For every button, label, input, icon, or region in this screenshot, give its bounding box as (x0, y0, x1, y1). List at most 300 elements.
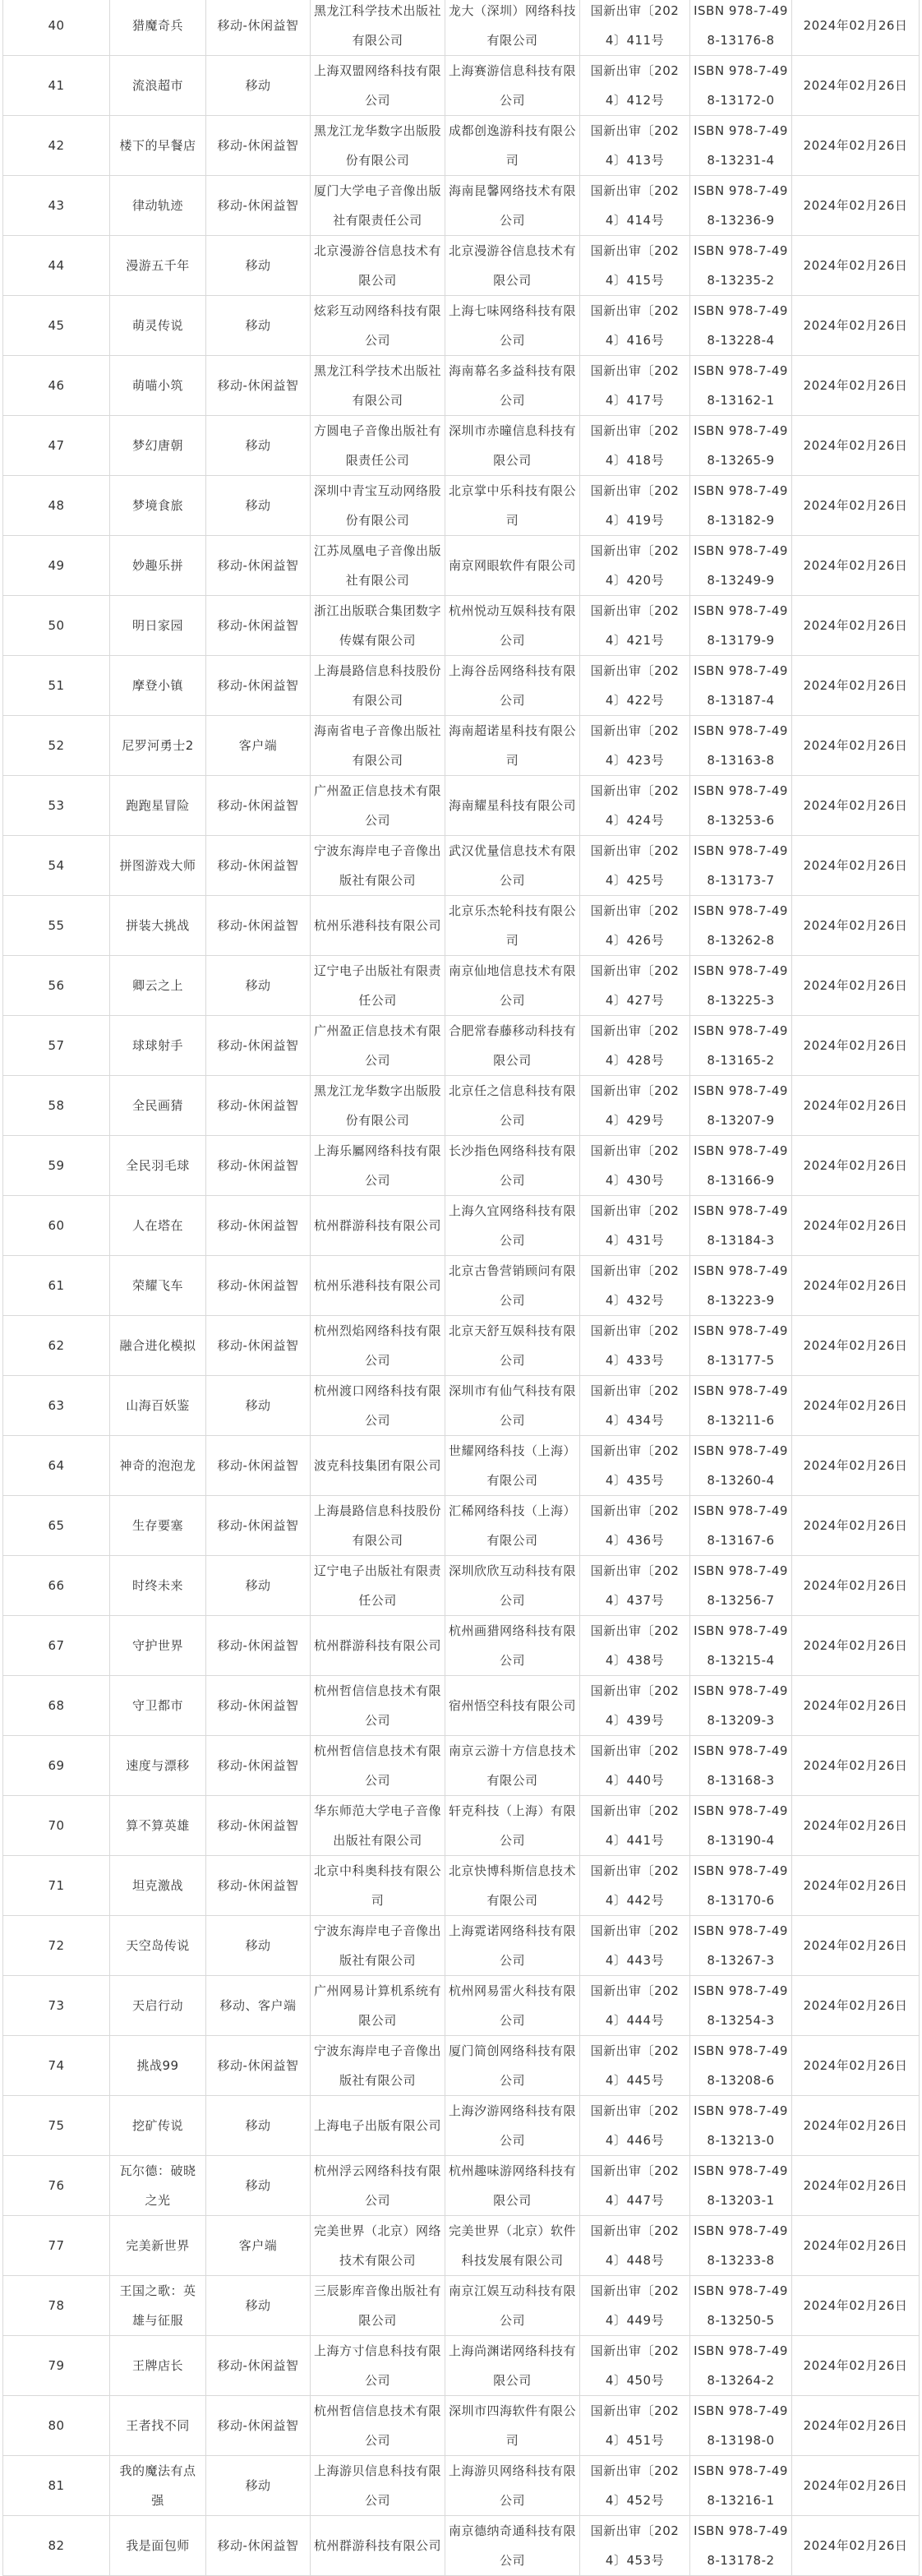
publisher-cell: 宁波东海岸电子音像出版社有限公司 (311, 836, 445, 896)
row-number-cell: 40 (3, 0, 110, 56)
approval-number-cell: 国新出审〔2024〕426号 (580, 896, 690, 956)
isbn-cell: ISBN 978-7-498-13233-8 (690, 2216, 792, 2276)
row-number-cell: 63 (3, 1376, 110, 1436)
isbn-cell: ISBN 978-7-498-13256-7 (690, 1556, 792, 1616)
isbn-cell: ISBN 978-7-498-13198-0 (690, 2396, 792, 2456)
publisher-cell: 华东师范大学电子音像出版社有限公司 (311, 1796, 445, 1856)
game-type-cell: 移动-休闲益智 (206, 776, 311, 836)
isbn-cell: ISBN 978-7-498-13184-3 (690, 1196, 792, 1256)
isbn-cell: ISBN 978-7-498-13173-7 (690, 836, 792, 896)
approval-date-cell: 2024年02月26日 (792, 2096, 920, 2156)
approval-number-cell: 国新出审〔2024〕438号 (580, 1616, 690, 1676)
game-type-cell: 移动-休闲益智 (206, 176, 311, 236)
row-number-cell: 48 (3, 476, 110, 536)
game-type-cell: 移动-休闲益智 (206, 1136, 311, 1196)
operator-cell: 完美世界（北京）软件科技发展有限公司 (445, 2216, 580, 2276)
row-number-cell: 79 (3, 2336, 110, 2396)
operator-cell: 成都创逸游科技有限公司 (445, 116, 580, 176)
approval-number-cell: 国新出审〔2024〕439号 (580, 1676, 690, 1736)
operator-cell: 龙大（深圳）网络科技有限公司 (445, 0, 580, 56)
table-row (3, 2276, 920, 2336)
game-name-cell: 天空岛传说 (110, 1916, 206, 1976)
publisher-cell: 上海方寸信息科技有限公司 (311, 2336, 445, 2396)
game-name-cell: 梦境食旅 (110, 476, 206, 536)
isbn-cell: ISBN 978-7-498-13225-3 (690, 956, 792, 1016)
publisher-cell: 杭州烈焰网络科技有限公司 (311, 1316, 445, 1376)
row-number-cell: 42 (3, 116, 110, 176)
approval-date-cell: 2024年02月26日 (792, 1376, 920, 1436)
table-row (3, 1556, 920, 1616)
isbn-cell: ISBN 978-7-498-13213-0 (690, 2096, 792, 2156)
game-type-cell: 移动 (206, 1556, 311, 1616)
table-row (3, 2036, 920, 2096)
publisher-cell: 辽宁电子出版社有限责任公司 (311, 1556, 445, 1616)
approval-date-cell: 2024年02月26日 (792, 956, 920, 1016)
game-type-cell: 移动 (206, 956, 311, 1016)
isbn-cell: ISBN 978-7-498-13254-3 (690, 1976, 792, 2036)
approval-date-cell: 2024年02月26日 (792, 1316, 920, 1376)
game-type-cell: 移动-休闲益智 (206, 836, 311, 896)
game-type-cell: 移动-休闲益智 (206, 896, 311, 956)
table-row (3, 1856, 920, 1916)
approval-date-cell: 2024年02月26日 (792, 1856, 920, 1916)
approval-date-cell: 2024年02月26日 (792, 656, 920, 716)
isbn-cell: ISBN 978-7-498-13231-4 (690, 116, 792, 176)
game-type-cell: 移动 (206, 476, 311, 536)
operator-cell: 上海赛游信息科技有限公司 (445, 56, 580, 116)
approval-date-cell: 2024年02月26日 (792, 1016, 920, 1076)
approval-date-cell: 2024年02月26日 (792, 1556, 920, 1616)
game-type-cell: 移动 (206, 2276, 311, 2336)
table-row (3, 2216, 920, 2276)
operator-cell: 杭州网易雷火科技有限公司 (445, 1976, 580, 2036)
table-row (3, 1376, 920, 1436)
isbn-cell: ISBN 978-7-498-13209-3 (690, 1676, 792, 1736)
approval-date-cell: 2024年02月26日 (792, 1076, 920, 1136)
publisher-cell: 上海游贝信息科技有限公司 (311, 2456, 445, 2516)
operator-cell: 北京漫游谷信息技术有限公司 (445, 236, 580, 296)
approval-date-cell: 2024年02月26日 (792, 2276, 920, 2336)
game-type-cell: 移动 (206, 2096, 311, 2156)
row-number-cell: 58 (3, 1076, 110, 1136)
approval-number-cell: 国新出审〔2024〕429号 (580, 1076, 690, 1136)
table-row (3, 956, 920, 1016)
publisher-cell: 宁波东海岸电子音像出版社有限公司 (311, 1916, 445, 1976)
publisher-cell: 杭州哲信信息技术有限公司 (311, 2396, 445, 2456)
approval-date-cell: 2024年02月26日 (792, 1676, 920, 1736)
approval-date-cell: 2024年02月26日 (792, 0, 920, 56)
approval-number-cell: 国新出审〔2024〕422号 (580, 656, 690, 716)
isbn-cell: ISBN 978-7-498-13163-8 (690, 716, 792, 776)
operator-cell: 上海七味网络科技有限公司 (445, 296, 580, 356)
approval-number-cell: 国新出审〔2024〕424号 (580, 776, 690, 836)
operator-cell: 南京德纳奇通科技有限公司 (445, 2516, 580, 2576)
row-number-cell: 70 (3, 1796, 110, 1856)
row-number-cell: 60 (3, 1196, 110, 1256)
approval-number-cell: 国新出审〔2024〕423号 (580, 716, 690, 776)
game-type-cell: 移动-休闲益智 (206, 1076, 311, 1136)
game-name-cell: 速度与漂移 (110, 1736, 206, 1796)
isbn-cell: ISBN 978-7-498-13249-9 (690, 536, 792, 596)
operator-cell: 北京快博科斯信息技术有限公司 (445, 1856, 580, 1916)
table-row (3, 1676, 920, 1736)
game-name-cell: 守护世界 (110, 1616, 206, 1676)
game-name-cell: 猎魔奇兵 (110, 0, 206, 56)
approval-number-cell: 国新出审〔2024〕421号 (580, 596, 690, 656)
isbn-cell: ISBN 978-7-498-13178-2 (690, 2516, 792, 2576)
row-number-cell: 52 (3, 716, 110, 776)
approval-number-cell: 国新出审〔2024〕433号 (580, 1316, 690, 1376)
operator-cell: 南京网眼软件有限公司 (445, 536, 580, 596)
publisher-cell: 杭州哲信信息技术有限公司 (311, 1676, 445, 1736)
row-number-cell: 81 (3, 2456, 110, 2516)
table-row (3, 2516, 920, 2576)
approval-number-cell: 国新出审〔2024〕436号 (580, 1496, 690, 1556)
operator-cell: 北京古鲁营销顾问有限公司 (445, 1256, 580, 1316)
operator-cell: 海南超诺星科技有限公司 (445, 716, 580, 776)
approval-number-cell: 国新出审〔2024〕451号 (580, 2396, 690, 2456)
row-number-cell: 73 (3, 1976, 110, 2036)
approval-number-cell: 国新出审〔2024〕435号 (580, 1436, 690, 1496)
game-type-cell: 移动-休闲益智 (206, 1016, 311, 1076)
row-number-cell: 82 (3, 2516, 110, 2576)
table-row (3, 1016, 920, 1076)
table-row (3, 2336, 920, 2396)
table-row (3, 476, 920, 536)
publisher-cell: 广州网易计算机系统有限公司 (311, 1976, 445, 2036)
publisher-cell: 炫彩互动网络科技有限公司 (311, 296, 445, 356)
operator-cell: 上海汐游网络科技有限公司 (445, 2096, 580, 2156)
publisher-cell: 厦门大学电子音像出版社有限责任公司 (311, 176, 445, 236)
isbn-cell: ISBN 978-7-498-13168-3 (690, 1736, 792, 1796)
game-name-cell: 融合进化模拟 (110, 1316, 206, 1376)
game-type-cell: 移动-休闲益智 (206, 1796, 311, 1856)
publisher-cell: 上海双盟网络科技有限公司 (311, 56, 445, 116)
approval-number-cell: 国新出审〔2024〕430号 (580, 1136, 690, 1196)
game-name-cell: 梦幻唐朝 (110, 416, 206, 476)
game-name-cell: 荣耀飞车 (110, 1256, 206, 1316)
game-type-cell: 移动 (206, 236, 311, 296)
game-type-cell: 移动-休闲益智 (206, 1256, 311, 1316)
isbn-cell: ISBN 978-7-498-13235-2 (690, 236, 792, 296)
table-row (3, 2396, 920, 2456)
table-row (3, 56, 920, 116)
table-row (3, 116, 920, 176)
approval-date-cell: 2024年02月26日 (792, 2156, 920, 2216)
publisher-cell: 深圳中青宝互动网络股份有限公司 (311, 476, 445, 536)
isbn-cell: ISBN 978-7-498-13223-9 (690, 1256, 792, 1316)
row-number-cell: 76 (3, 2156, 110, 2216)
isbn-cell: ISBN 978-7-498-13267-3 (690, 1916, 792, 1976)
approval-number-cell: 国新出审〔2024〕447号 (580, 2156, 690, 2216)
isbn-cell: ISBN 978-7-498-13172-0 (690, 56, 792, 116)
approval-date-cell: 2024年02月26日 (792, 596, 920, 656)
game-type-cell: 移动-休闲益智 (206, 1496, 311, 1556)
approval-number-cell: 国新出审〔2024〕448号 (580, 2216, 690, 2276)
table-row (3, 356, 920, 416)
approval-number-cell: 国新出审〔2024〕414号 (580, 176, 690, 236)
publisher-cell: 宁波东海岸电子音像出版社有限公司 (311, 2036, 445, 2096)
game-name-cell: 时终未来 (110, 1556, 206, 1616)
game-name-cell: 我的魔法有点强 (110, 2456, 206, 2516)
game-name-cell: 人在塔在 (110, 1196, 206, 1256)
row-number-cell: 46 (3, 356, 110, 416)
game-name-cell: 拼装大挑战 (110, 896, 206, 956)
operator-cell: 杭州悦动互娱科技有限公司 (445, 596, 580, 656)
game-type-cell: 移动-休闲益智 (206, 536, 311, 596)
approval-date-cell: 2024年02月26日 (792, 176, 920, 236)
approval-date-cell: 2024年02月26日 (792, 896, 920, 956)
publisher-cell: 杭州乐港科技有限公司 (311, 896, 445, 956)
row-number-cell: 65 (3, 1496, 110, 1556)
operator-cell: 宿州悟空科技有限公司 (445, 1676, 580, 1736)
operator-cell: 海南昆馨网络技术有限公司 (445, 176, 580, 236)
isbn-cell: ISBN 978-7-498-13207-9 (690, 1076, 792, 1136)
isbn-cell: ISBN 978-7-498-13162-1 (690, 356, 792, 416)
approval-number-cell: 国新出审〔2024〕445号 (580, 2036, 690, 2096)
approval-date-cell: 2024年02月26日 (792, 296, 920, 356)
approval-date-cell: 2024年02月26日 (792, 1976, 920, 2036)
approval-number-cell: 国新出审〔2024〕415号 (580, 236, 690, 296)
table-row (3, 1136, 920, 1196)
operator-cell: 海南幕名多益科技有限公司 (445, 356, 580, 416)
game-name-cell: 全民画猜 (110, 1076, 206, 1136)
publisher-cell: 广州盈正信息技术有限公司 (311, 776, 445, 836)
table-row (3, 716, 920, 776)
table-row (3, 1076, 920, 1136)
operator-cell: 上海谷岳网络科技有限公司 (445, 656, 580, 716)
operator-cell: 长沙指色网络科技有限公司 (445, 1136, 580, 1196)
isbn-cell: ISBN 978-7-498-13262-8 (690, 896, 792, 956)
operator-cell: 合肥常春藤移动科技有限公司 (445, 1016, 580, 1076)
game-name-cell: 尼罗河勇士2 (110, 716, 206, 776)
isbn-cell: ISBN 978-7-498-13216-1 (690, 2456, 792, 2516)
publisher-cell: 杭州哲信信息技术有限公司 (311, 1736, 445, 1796)
approval-date-cell: 2024年02月26日 (792, 2036, 920, 2096)
isbn-cell: ISBN 978-7-498-13253-6 (690, 776, 792, 836)
game-type-cell: 移动 (206, 296, 311, 356)
table-row (3, 1796, 920, 1856)
row-number-cell: 49 (3, 536, 110, 596)
game-type-cell: 移动-休闲益智 (206, 2516, 311, 2576)
operator-cell: 北京任之信息科技有限公司 (445, 1076, 580, 1136)
table-row (3, 416, 920, 476)
approval-date-cell: 2024年02月26日 (792, 2516, 920, 2576)
approval-number-cell: 国新出审〔2024〕418号 (580, 416, 690, 476)
game-type-cell: 移动-休闲益智 (206, 1196, 311, 1256)
table-row (3, 296, 920, 356)
game-type-cell: 移动-休闲益智 (206, 1316, 311, 1376)
row-number-cell: 64 (3, 1436, 110, 1496)
approval-date-cell: 2024年02月26日 (792, 1436, 920, 1496)
operator-cell: 北京乐杰轮科技有限公司 (445, 896, 580, 956)
game-name-cell: 瓦尔德：破晓之光 (110, 2156, 206, 2216)
game-name-cell: 挖矿传说 (110, 2096, 206, 2156)
game-name-cell: 守卫都市 (110, 1676, 206, 1736)
operator-cell: 上海霓诺网络科技有限公司 (445, 1916, 580, 1976)
operator-cell: 北京掌中乐科技有限公司 (445, 476, 580, 536)
approval-date-cell: 2024年02月26日 (792, 236, 920, 296)
approval-date-cell: 2024年02月26日 (792, 1256, 920, 1316)
isbn-cell: ISBN 978-7-498-13211-6 (690, 1376, 792, 1436)
isbn-cell: ISBN 978-7-498-13182-9 (690, 476, 792, 536)
operator-cell: 北京天舒互娱科技有限公司 (445, 1316, 580, 1376)
approval-date-cell: 2024年02月26日 (792, 56, 920, 116)
table-row (3, 1196, 920, 1256)
game-type-cell: 移动-休闲益智 (206, 1616, 311, 1676)
approval-number-cell: 国新出审〔2024〕444号 (580, 1976, 690, 2036)
approval-number-cell: 国新出审〔2024〕443号 (580, 1916, 690, 1976)
table-row (3, 596, 920, 656)
approval-number-cell: 国新出审〔2024〕411号 (580, 0, 690, 56)
row-number-cell: 54 (3, 836, 110, 896)
publisher-cell: 完美世界（北京）网络技术有限公司 (311, 2216, 445, 2276)
game-approval-table (2, 0, 920, 2576)
game-name-cell: 王国之歌：英雄与征服 (110, 2276, 206, 2336)
row-number-cell: 53 (3, 776, 110, 836)
table-row (3, 1976, 920, 2036)
approval-number-cell: 国新出审〔2024〕425号 (580, 836, 690, 896)
game-type-cell: 移动 (206, 2156, 311, 2216)
table-row (3, 536, 920, 596)
game-name-cell: 算不算英雄 (110, 1796, 206, 1856)
approval-number-cell: 国新出审〔2024〕453号 (580, 2516, 690, 2576)
publisher-cell: 杭州群游科技有限公司 (311, 2516, 445, 2576)
publisher-cell: 杭州乐港科技有限公司 (311, 1256, 445, 1316)
game-type-cell: 移动、客户端 (206, 1976, 311, 2036)
table-row (3, 0, 920, 56)
game-name-cell: 神奇的泡泡龙 (110, 1436, 206, 1496)
approval-number-cell: 国新出审〔2024〕442号 (580, 1856, 690, 1916)
isbn-cell: ISBN 978-7-498-13167-6 (690, 1496, 792, 1556)
approval-date-cell: 2024年02月26日 (792, 2396, 920, 2456)
game-type-cell: 客户端 (206, 716, 311, 776)
publisher-cell: 浙江出版联合集团数字传媒有限公司 (311, 596, 445, 656)
operator-cell: 杭州画猎网络科技有限公司 (445, 1616, 580, 1676)
table-row (3, 1916, 920, 1976)
publisher-cell: 北京漫游谷信息技术有限公司 (311, 236, 445, 296)
row-number-cell: 59 (3, 1136, 110, 1196)
game-name-cell: 妙趣乐拼 (110, 536, 206, 596)
operator-cell: 南京云游十方信息技术有限公司 (445, 1736, 580, 1796)
isbn-cell: ISBN 978-7-498-13208-6 (690, 2036, 792, 2096)
isbn-cell: ISBN 978-7-498-13215-4 (690, 1616, 792, 1676)
row-number-cell: 44 (3, 236, 110, 296)
game-name-cell: 律动轨迹 (110, 176, 206, 236)
row-number-cell: 78 (3, 2276, 110, 2336)
game-type-cell: 移动-休闲益智 (206, 356, 311, 416)
game-name-cell: 卿云之上 (110, 956, 206, 1016)
approval-number-cell: 国新出审〔2024〕440号 (580, 1736, 690, 1796)
publisher-cell: 海南省电子音像出版社有限公司 (311, 716, 445, 776)
game-type-cell: 移动-休闲益智 (206, 2336, 311, 2396)
operator-cell: 深圳市有仙气科技有限公司 (445, 1376, 580, 1436)
approval-number-cell: 国新出审〔2024〕412号 (580, 56, 690, 116)
approval-date-cell: 2024年02月26日 (792, 1496, 920, 1556)
operator-cell: 厦门简创网络科技有限公司 (445, 2036, 580, 2096)
publisher-cell: 黑龙江科学技术出版社有限公司 (311, 0, 445, 56)
isbn-cell: ISBN 978-7-498-13265-9 (690, 416, 792, 476)
row-number-cell: 74 (3, 2036, 110, 2096)
approval-number-cell: 国新出审〔2024〕449号 (580, 2276, 690, 2336)
operator-cell: 深圳欣欣互动科技有限公司 (445, 1556, 580, 1616)
game-name-cell: 拼图游戏大师 (110, 836, 206, 896)
isbn-cell: ISBN 978-7-498-13228-4 (690, 296, 792, 356)
game-name-cell: 完美新世界 (110, 2216, 206, 2276)
game-type-cell: 移动-休闲益智 (206, 1856, 311, 1916)
table-row (3, 656, 920, 716)
row-number-cell: 67 (3, 1616, 110, 1676)
game-type-cell: 移动-休闲益智 (206, 2036, 311, 2096)
operator-cell: 轩克科技（上海）有限公司 (445, 1796, 580, 1856)
game-name-cell: 天启行动 (110, 1976, 206, 2036)
row-number-cell: 77 (3, 2216, 110, 2276)
game-type-cell: 移动-休闲益智 (206, 2396, 311, 2456)
row-number-cell: 80 (3, 2396, 110, 2456)
operator-cell: 南京仙地信息技术有限公司 (445, 956, 580, 1016)
approval-date-cell: 2024年02月26日 (792, 2216, 920, 2276)
game-name-cell: 生存要塞 (110, 1496, 206, 1556)
approval-date-cell: 2024年02月26日 (792, 416, 920, 476)
approval-date-cell: 2024年02月26日 (792, 1136, 920, 1196)
operator-cell: 南京江娱互动科技有限公司 (445, 2276, 580, 2336)
game-name-cell: 流浪超市 (110, 56, 206, 116)
operator-cell: 杭州趣味游网络科技有限公司 (445, 2156, 580, 2216)
approval-number-cell: 国新出审〔2024〕419号 (580, 476, 690, 536)
operator-cell: 上海久宜网络科技有限公司 (445, 1196, 580, 1256)
isbn-cell: ISBN 978-7-498-13264-2 (690, 2336, 792, 2396)
row-number-cell: 75 (3, 2096, 110, 2156)
approval-number-cell: 国新出审〔2024〕416号 (580, 296, 690, 356)
game-type-cell: 移动-休闲益智 (206, 1436, 311, 1496)
approval-date-cell: 2024年02月26日 (792, 116, 920, 176)
row-number-cell: 41 (3, 56, 110, 116)
approval-date-cell: 2024年02月26日 (792, 2456, 920, 2516)
approval-number-cell: 国新出审〔2024〕437号 (580, 1556, 690, 1616)
publisher-cell: 三辰影库音像出版社有限公司 (311, 2276, 445, 2336)
table-row (3, 896, 920, 956)
operator-cell: 武汉优量信息技术有限公司 (445, 836, 580, 896)
operator-cell: 汇稀网络科技（上海）有限公司 (445, 1496, 580, 1556)
operator-cell: 深圳市四海软件有限公司 (445, 2396, 580, 2456)
game-type-cell: 移动-休闲益智 (206, 116, 311, 176)
isbn-cell: ISBN 978-7-498-13203-1 (690, 2156, 792, 2216)
publisher-cell: 上海晨路信息科技股份有限公司 (311, 656, 445, 716)
approval-date-cell: 2024年02月26日 (792, 776, 920, 836)
game-type-cell: 移动-休闲益智 (206, 1736, 311, 1796)
publisher-cell: 黑龙江科学技术出版社有限公司 (311, 356, 445, 416)
game-name-cell: 球球射手 (110, 1016, 206, 1076)
table-row (3, 1256, 920, 1316)
game-type-cell: 移动-休闲益智 (206, 0, 311, 56)
table-row (3, 1616, 920, 1676)
publisher-cell: 上海电子出版有限公司 (311, 2096, 445, 2156)
row-number-cell: 62 (3, 1316, 110, 1376)
approval-number-cell: 国新出审〔2024〕431号 (580, 1196, 690, 1256)
approval-number-cell: 国新出审〔2024〕450号 (580, 2336, 690, 2396)
game-type-cell: 客户端 (206, 2216, 311, 2276)
table-row (3, 1436, 920, 1496)
game-name-cell: 坦克激战 (110, 1856, 206, 1916)
publisher-cell: 黑龙江龙华数字出版股份有限公司 (311, 116, 445, 176)
game-name-cell: 王者找不同 (110, 2396, 206, 2456)
row-number-cell: 45 (3, 296, 110, 356)
approval-date-cell: 2024年02月26日 (792, 536, 920, 596)
operator-cell: 深圳市赤曈信息科技有限公司 (445, 416, 580, 476)
game-name-cell: 我是面包师 (110, 2516, 206, 2576)
game-type-cell: 移动 (206, 2456, 311, 2516)
table-row (3, 2456, 920, 2516)
